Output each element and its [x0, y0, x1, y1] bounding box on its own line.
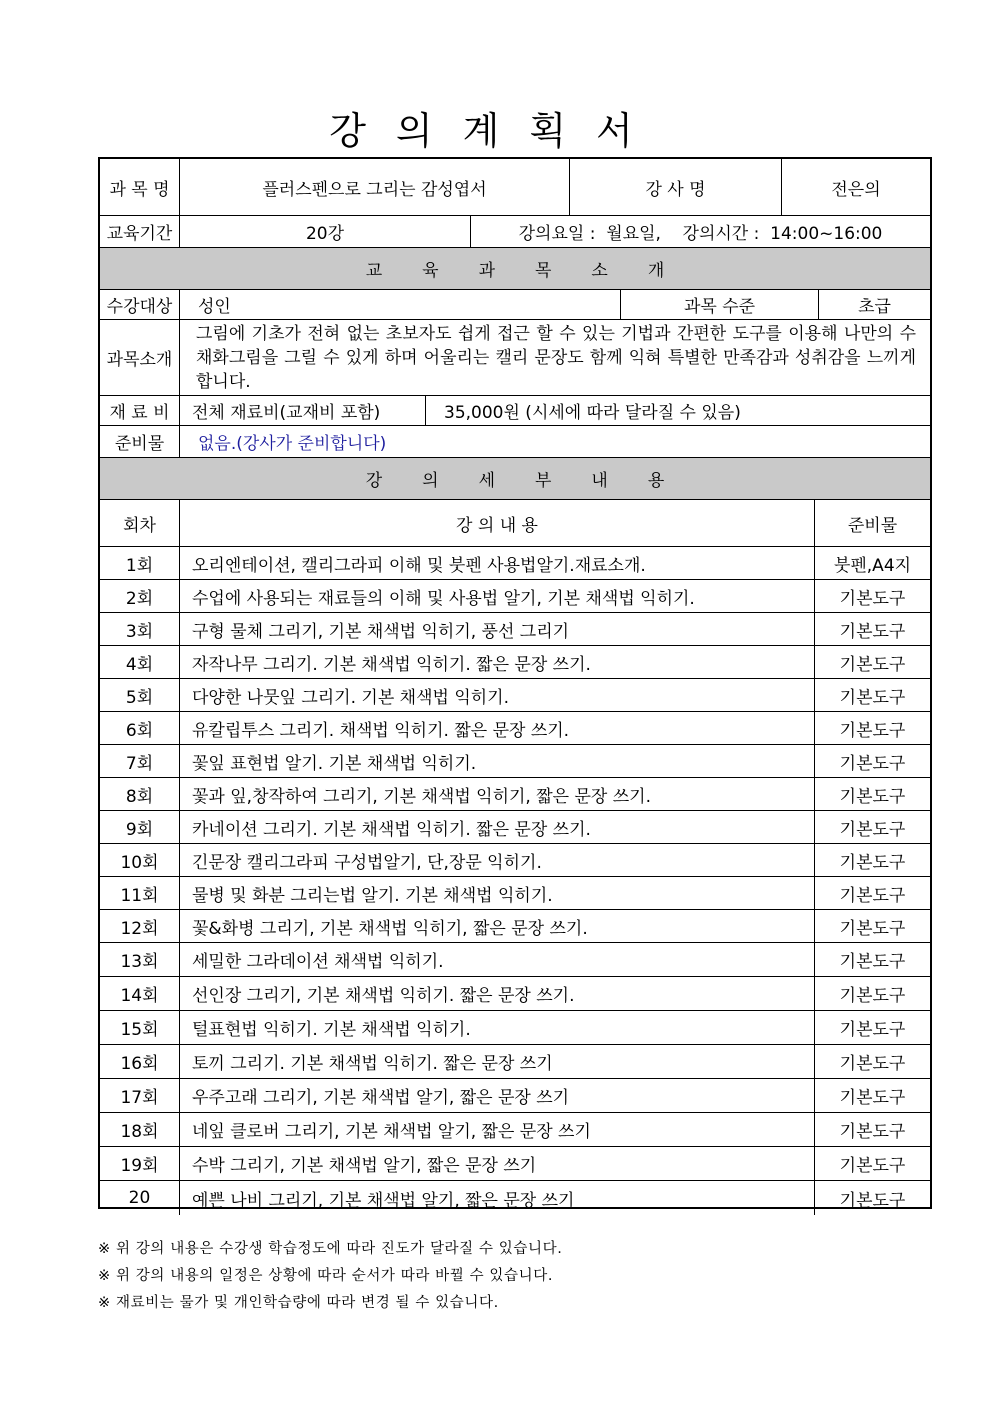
- session-content: 꽃&화병 그리기, 기본 채색법 익히기, 짧은 문장 쓰기.: [180, 910, 815, 942]
- section-details-header: [100, 458, 930, 500]
- table-row: [100, 943, 930, 977]
- session-content: 선인장 그리기, 기본 채색법 익히기. 짧은 문장 쓰기.: [180, 977, 815, 1010]
- session-content: 꽃과 잎,창작하여 그리기, 기본 채색법 익히기, 짧은 문장 쓰기.: [180, 778, 815, 810]
- session-content: 세밀한 그라데이션 채색법 익히기.: [180, 943, 815, 976]
- table-row: [100, 1011, 930, 1045]
- session-materials: 기본도구: [839, 885, 906, 906]
- session-materials: 기본도구: [839, 786, 906, 807]
- material-cost-value: 35,000원 (시세에 따라 달라질 수 있음): [444, 403, 741, 423]
- content-header: 강 의 내 용: [180, 500, 815, 546]
- session-materials: 기본도구: [839, 654, 906, 675]
- session-number: 4회: [100, 646, 180, 678]
- session-header: 회차: [100, 500, 180, 546]
- period-label: 교육기간: [100, 216, 180, 247]
- session-content: 토끼 그리기. 기본 채색법 익히기. 짧은 문장 쓰기: [180, 1045, 815, 1078]
- session-materials: 기본도구: [839, 588, 906, 609]
- session-number: 3회: [100, 613, 180, 645]
- session-number: 19회: [100, 1147, 180, 1180]
- materials-header: 준비물: [847, 515, 898, 536]
- preparation-row: [100, 426, 930, 458]
- target-value: 성인: [180, 290, 621, 319]
- session-content: 수업에 사용되는 재료들의 이해 및 사용법 알기, 기본 채색법 익히기.: [180, 580, 815, 612]
- notes-list: [98, 1236, 562, 1317]
- session-number: 2회: [100, 580, 180, 612]
- section-details-title: 강의세부내용: [365, 471, 705, 491]
- session-number: 14회: [100, 977, 180, 1010]
- session-content: 오리엔테이션, 캘리그라피 이해 및 붓펜 사용법알기.재료소개.: [180, 547, 815, 579]
- table-row: [100, 844, 930, 877]
- session-content: 다양한 나뭇잎 그리기. 기본 채색법 익히기.: [180, 679, 815, 711]
- note-item: ※ 재료비는 물가 및 개인학습량에 따라 변경 될 수 있습니다.: [98, 1295, 499, 1311]
- table-row: [100, 1079, 930, 1113]
- session-number: 15회: [100, 1011, 180, 1044]
- session-materials: 기본도구: [839, 1156, 906, 1176]
- instructor-label: 강 사 명: [570, 159, 782, 215]
- session-materials: 기본도구: [839, 687, 906, 708]
- session-materials: 붓펜,A4지: [833, 555, 912, 576]
- table-row: [100, 745, 930, 778]
- preparation-value: 없음.(강사가 준비합니다): [198, 434, 387, 454]
- table-row: [100, 910, 930, 943]
- session-content: 구형 물체 그리기, 기본 채색법 익히기, 풍선 그리기: [180, 613, 815, 645]
- table-row: [100, 877, 930, 910]
- table-row: [100, 679, 930, 712]
- material-cost-row: [100, 396, 930, 426]
- session-number: 13회: [100, 943, 180, 976]
- session-content: 자작나무 그리기. 기본 채색법 익히기. 짧은 문장 쓰기.: [180, 646, 815, 678]
- table-row: [100, 778, 930, 811]
- table-row: [100, 1181, 930, 1215]
- session-content: 물병 및 화분 그리는법 알기. 기본 채색법 익히기.: [180, 877, 815, 909]
- instructor-value: 전은의: [831, 179, 881, 200]
- session-materials: 기본도구: [839, 621, 906, 642]
- session-materials: 기본도구: [839, 1020, 906, 1040]
- session-materials: 기본도구: [839, 753, 906, 774]
- session-number: 16회: [100, 1045, 180, 1078]
- table-row: [100, 1045, 930, 1079]
- preparation-label: 준비물: [100, 426, 180, 457]
- session-materials: 기본도구: [839, 720, 906, 741]
- table-row: [100, 1147, 930, 1181]
- session-number: 5회: [100, 679, 180, 711]
- section-course-intro-title: 교육과목소개: [365, 261, 705, 281]
- session-number: 6회: [100, 712, 180, 744]
- session-materials: 기본도구: [839, 1122, 906, 1142]
- sessions-header-row: [100, 500, 930, 547]
- session-content: 수박 그리기, 기본 채색법 알기, 짧은 문장 쓰기: [180, 1147, 815, 1180]
- session-materials: 기본도구: [839, 852, 906, 873]
- period-value: 20강: [180, 216, 471, 247]
- session-materials: 기본도구: [839, 819, 906, 840]
- intro-text: 그림에 기초가 전혀 없는 초보자도 쉽게 접근 할 수 있는 기법과 간편한 도구를 이용해 나만의 수채화그림을 그릴 수 있게 하며 어울리는 캘리 문장도 함께 익혀 특별한 만족감과 성취감을 느끼게 합니다.: [196, 324, 916, 392]
- session-materials: 기본도구: [839, 952, 906, 972]
- session-content: 털표현법 익히기. 기본 채색법 익히기.: [180, 1011, 815, 1044]
- table-row: [100, 646, 930, 679]
- note-item: ※ 위 강의 내용은 수강생 학습정도에 따라 진도가 달라질 수 있습니다.: [98, 1241, 563, 1257]
- session-number: 7회: [100, 745, 180, 777]
- session-content: 꽃잎 표현법 알기. 기본 채색법 익히기.: [180, 745, 815, 777]
- session-content: 우주고래 그리기, 기본 채색법 알기, 짧은 문장 쓰기: [180, 1079, 815, 1112]
- session-materials: 기본도구: [839, 918, 906, 939]
- session-content: 카네이션 그리기. 기본 채색법 익히기. 짧은 문장 쓰기.: [180, 811, 815, 843]
- schedule-text: 강의요일 : 월요일, 강의시간 : 14:00~16:00: [518, 224, 883, 244]
- session-number: 1회: [100, 547, 180, 579]
- period-row: [100, 216, 930, 248]
- session-content: 유칼립투스 그리기. 채색법 익히기. 짧은 문장 쓰기.: [180, 712, 815, 744]
- table-row: [100, 712, 930, 745]
- table-row: [100, 580, 930, 613]
- session-content: 긴문장 캘리그라피 구성법알기, 단,장문 익히기.: [180, 844, 815, 876]
- session-number: 11회: [100, 877, 180, 909]
- lecture-plan-table: [98, 157, 932, 1209]
- session-number: 10회: [100, 844, 180, 876]
- session-number: 8회: [100, 778, 180, 810]
- intro-row: [100, 320, 930, 396]
- note-item: ※ 위 강의 내용의 일정은 상황에 따라 순서가 따라 바뀔 수 있습니다.: [98, 1268, 554, 1284]
- session-content: 예쁜 나비 그리기, 기본 채색법 알기, 짧은 문장 쓰기: [180, 1181, 815, 1215]
- session-content: 네잎 클로버 그리기, 기본 채색법 알기, 짧은 문장 쓰기: [180, 1113, 815, 1146]
- target-row: [100, 290, 930, 320]
- subject-value: 플러스펜으로 그리는 감성엽서: [180, 159, 570, 215]
- table-row: [100, 1113, 930, 1147]
- session-materials: 기본도구: [839, 1054, 906, 1074]
- document-title: 강의계획서: [329, 109, 663, 153]
- section-course-intro-header: [100, 248, 930, 290]
- level-label: 과목 수준: [621, 290, 819, 319]
- intro-label: 과목소개: [100, 320, 180, 395]
- session-number: 18회: [100, 1113, 180, 1146]
- material-cost-name: 전체 재료비(교재비 포함): [180, 396, 426, 425]
- session-number: 20: [100, 1181, 180, 1215]
- level-value: 초급: [858, 297, 891, 317]
- table-row: [100, 613, 930, 646]
- table-row: [100, 547, 930, 580]
- material-cost-label: 재 료 비: [100, 396, 180, 425]
- session-materials: 기본도구: [839, 986, 906, 1006]
- target-label: 수강대상: [100, 290, 180, 319]
- table-row: [100, 977, 930, 1011]
- session-number: 9회: [100, 811, 180, 843]
- subject-label: 과 목 명: [100, 159, 180, 215]
- session-materials: 기본도구: [839, 1088, 906, 1108]
- subject-row: [100, 159, 930, 216]
- session-number: 17회: [100, 1079, 180, 1112]
- session-materials: 기본도구: [839, 1190, 906, 1211]
- table-row: [100, 811, 930, 844]
- session-number: 12회: [100, 910, 180, 942]
